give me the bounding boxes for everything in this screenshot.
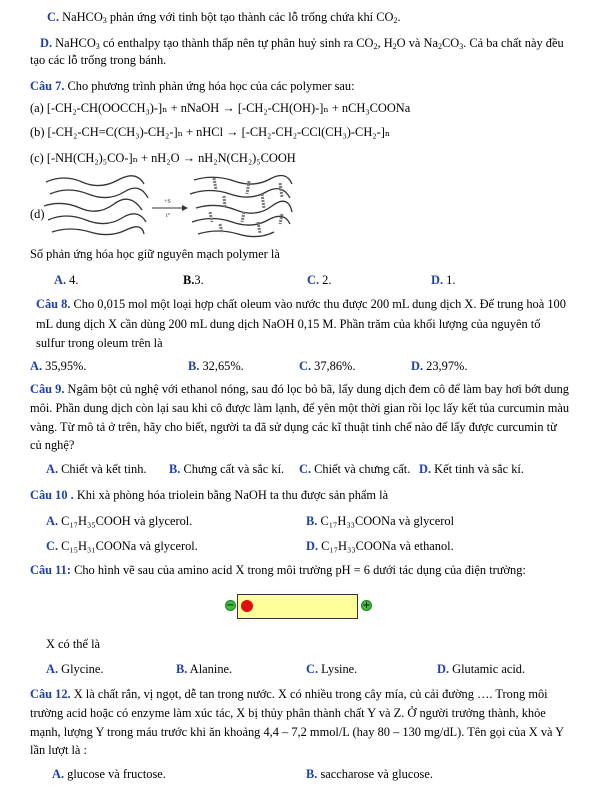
q7-option-a: A. 4.: [54, 273, 79, 287]
q12-line-2: trường acid hoặc có enzyme làm xúc tác, X bị thủy phân thành chất Y và Z. Ở người trưởng thành, khỏe: [30, 706, 546, 720]
negative-electrode-icon: −: [226, 600, 235, 611]
q8-line-1: Câu 8. Cho 0,015 mol một loại hợp chất oleum vào nước thu được 200 mL dung dịch X. Để trung hoà 100: [36, 297, 566, 311]
arrow-condition: t°: [166, 213, 171, 219]
q12-line-4: lần lượt là :: [30, 743, 87, 757]
q6-option-d: D. NaHCO$_3$ có enthalpy tạo thành thấp nên tự phân huỷ sinh ra $CO_2$, $H_2O$ và $Na_2CO_3$. Cả ba chất này đều: [40, 36, 564, 51]
electric-field-box: [237, 594, 358, 619]
q12-line-1: Câu 12. X là chất rắn, vị ngọt, dễ tan trong nước. X có nhiều trong cây mía, củ cải đường …. Trong môi: [30, 687, 548, 701]
question-label: Câu 8.: [36, 297, 71, 311]
q7-option-d: D. 1.: [431, 273, 456, 287]
question-label: Câu 10 .: [30, 488, 74, 502]
q7-reaction-b: (b) [-CH₂-CH=C(CH₃)-CH₂-]ₙ + nHCl → [-CH₂-CH₂-CCl(CH₃)-CH₂-]ₙ: [30, 125, 391, 139]
q8-line-3: sulfur trong oleum trên là: [36, 336, 163, 350]
q11-option-c: C. Lysine.: [306, 662, 358, 676]
q7-reaction-c: (c) [-NH(CH₂)₅CO-]ₙ + nH₂O → nH₂N(CH₂)₅COOH: [30, 151, 296, 165]
q6-option-c: C. NaHCO$_3$ phản ứng với tinh bột tạo thành các lỗ trống chứa khí $CO_2$.: [47, 10, 401, 25]
q8-option-d: D. 23,97%.: [411, 359, 468, 373]
q12-option-a: A. glucose và fructose.: [52, 767, 166, 781]
q9-line-1: Câu 9. Ngâm bột củ nghệ với ethanol nóng, sau đó lọc bỏ bã, lấy dung dịch đem cô để làm bay hơi bớt dung: [30, 382, 569, 396]
q8-option-c: C. 37,86%.: [299, 359, 356, 373]
q10-stem: Câu 10 . Khi xà phòng hóa triolein bằng NaOH ta thu được sản phẩm là: [30, 488, 389, 502]
q7-reaction-a: (a) [-CH₂-CH(OOCCH₃)-]ₙ + nNaOH → [-CH₂-CH(OH)-]ₙ + nCH₃COONa: [30, 101, 411, 115]
q9-option-b: B. Chưng cất và sắc kí.: [169, 462, 285, 476]
q8-option-a: A. 35,95%.: [30, 359, 87, 373]
question-label: Câu 9.: [30, 382, 65, 396]
q10-option-c: C. C₁₅H₃₁COONa và glycerol.: [46, 539, 198, 553]
question-label: Câu 12.: [30, 687, 71, 701]
q9-option-c: C. Chiết và chưng cất.: [299, 462, 411, 476]
q9-line-4: củ nghệ?: [30, 438, 75, 452]
q9-line-3: vàng. Từ mô tả ở trên, hãy cho biết, người ta đã sử dụng các kĩ thuật tinh chế nào để lấy được curcumin từ: [30, 420, 557, 434]
q9-option-d: D. Kết tinh và sắc kí.: [419, 462, 524, 476]
crosslinked-chains: [190, 175, 292, 236]
q11-question: X có thể là: [46, 637, 101, 651]
q11-stem: Câu 11: Cho hình vẽ sau của amino acid X trong môi trường pH = 6 dưới tác dụng của điện trường:: [30, 563, 526, 577]
q8-option-b: B. 32,65%.: [188, 359, 244, 373]
polymer-vulcanization-figure: [44, 172, 294, 238]
amino-acid-particle: [241, 600, 253, 612]
arrow-reagent: +S: [164, 199, 171, 205]
q12-option-b: B. saccharose và glucose.: [306, 767, 433, 781]
linear-chains: [44, 176, 148, 235]
positive-electrode-icon: +: [362, 600, 371, 611]
q12-line-3: mạnh, lượng Y trong máu trước khi ăn khoảng 4,4 – 7,2 mmol/L (hay 80 – 130 mg/dL). Tên gọi của X và Y: [30, 725, 565, 739]
q8-line-2: mL dung dịch X cần dùng 200 mL dung dịch NaOH 0,15 M. Phần trăm của khối lượng của nguyên tố: [36, 317, 541, 331]
option-letter: D.: [40, 36, 53, 50]
q11-option-a: A. Glycine.: [46, 662, 104, 676]
q7-reaction-d-label: (d): [30, 207, 45, 221]
q10-option-d: D. C₁₇H₃₃COONa và ethanol.: [306, 539, 454, 553]
q9-line-2: môi. Phần dung dịch còn lại sau khi cô được làm lạnh, để yên một thời gian rồi lọc lấy kết tủa curcumin màu: [30, 401, 570, 415]
q11-option-b: B. Alanine.: [176, 662, 233, 676]
q9-option-a: A. Chiết và kết tinh.: [46, 462, 147, 476]
question-label: Câu 11:: [30, 563, 71, 577]
q10-option-b: B. C₁₇H₃₃COONa và glycerol: [306, 514, 455, 528]
option-letter: C.: [47, 10, 60, 24]
reaction-arrow: [152, 199, 188, 219]
q7-stem: Câu 7. Cho phương trình phản ứng hóa học của các polymer sau:: [30, 79, 355, 93]
q7-option-b: B.3.: [183, 273, 204, 287]
q11-option-d: D. Glutamic acid.: [437, 662, 526, 676]
q7-question: Số phản ứng hóa học giữ nguyên mạch polymer là: [30, 247, 280, 261]
q6-option-d-cont: tạo các lỗ trống trong bánh.: [30, 53, 167, 67]
question-label: Câu 7.: [30, 79, 65, 93]
q7-option-c: C. 2.: [307, 273, 332, 287]
q10-option-a: A. C₁₇H₃₅COOH và glycerol.: [46, 514, 193, 528]
